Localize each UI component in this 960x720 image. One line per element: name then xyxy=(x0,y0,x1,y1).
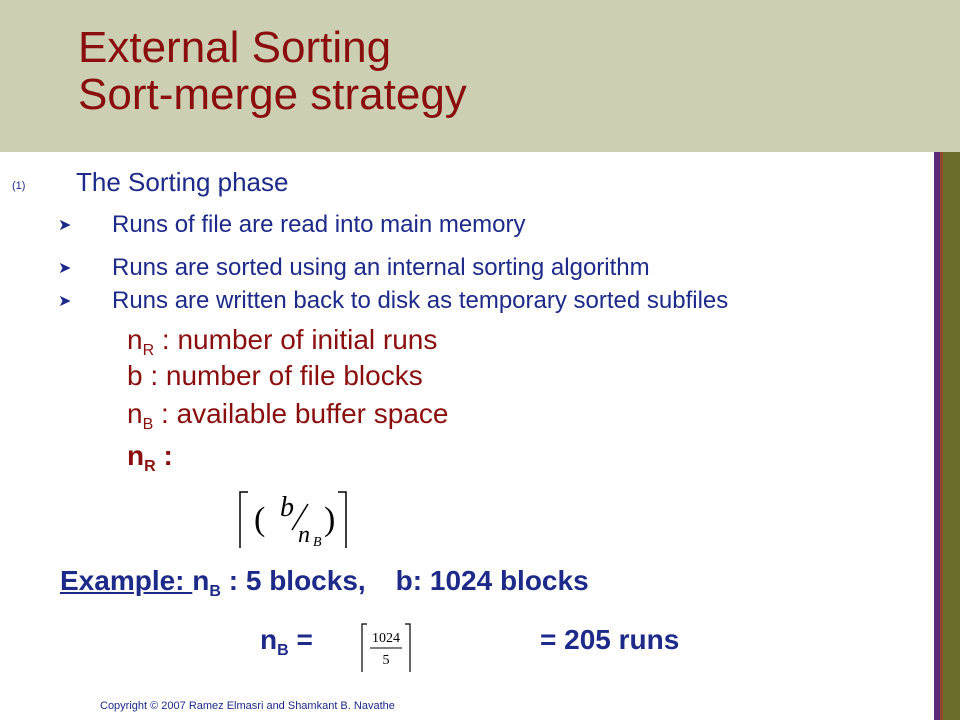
phase-number: (1) xyxy=(12,180,26,192)
ceiling-formula xyxy=(234,486,354,556)
def-symbol: n xyxy=(127,440,145,471)
calc-denominator: 5 xyxy=(382,653,390,668)
bullet-item xyxy=(58,287,728,315)
calc-ceiling-right xyxy=(405,624,410,672)
ceiling-right-bracket xyxy=(338,492,346,548)
bullet-item xyxy=(58,211,526,239)
side-bar-olive xyxy=(943,152,960,720)
example-nb-value: : 5 blocks, xyxy=(220,565,366,596)
def-subscript: B xyxy=(142,416,154,433)
def-subscript: R xyxy=(144,458,156,475)
def-text: : number of initial runs xyxy=(154,324,438,355)
slide-header xyxy=(0,0,960,152)
arrow-bullet-icon: ➤ xyxy=(58,260,72,277)
title-line-2: Sort-merge strategy xyxy=(78,70,467,119)
bullet-text: Runs of file are read into main memory xyxy=(112,211,526,238)
slide-title xyxy=(78,24,467,118)
example-symbol: n xyxy=(192,565,210,596)
definition-nr-formula xyxy=(127,440,173,476)
arrow-bullet-icon: ➤ xyxy=(58,293,72,310)
definition-nb xyxy=(127,398,448,434)
def-symbol: n xyxy=(127,324,143,355)
phase-title: The Sorting phase xyxy=(76,167,289,197)
definition-nr xyxy=(127,324,437,360)
open-paren: ( xyxy=(254,501,266,538)
def-text: : available buffer space xyxy=(153,398,449,429)
example-b-value: b: 1024 blocks xyxy=(395,565,589,596)
bullet-item xyxy=(58,254,650,282)
formula-numerator: b xyxy=(280,492,294,523)
definition-b xyxy=(127,360,423,392)
calc-equals: = xyxy=(288,624,313,655)
example-label: Example: xyxy=(60,565,193,596)
calculation-result: = 205 runs xyxy=(540,624,680,655)
calc-subscript: B xyxy=(277,642,289,659)
bullet-text: Runs are written back to disk as temporary sorted subfiles xyxy=(112,287,729,314)
calc-numerator: 1024 xyxy=(372,631,400,646)
calculation-lhs xyxy=(260,624,313,660)
formula-denominator: n xyxy=(298,522,310,548)
calc-ceiling-formula xyxy=(358,620,414,674)
def-symbol: n xyxy=(127,398,143,429)
def-subscript: R xyxy=(142,342,155,359)
example-line xyxy=(60,565,589,601)
title-line-1: External Sorting xyxy=(78,23,392,72)
calc-symbol: n xyxy=(260,624,278,655)
ceiling-left-bracket xyxy=(240,492,248,548)
close-paren: ) xyxy=(324,501,336,538)
bullet-text: Runs are sorted using an internal sorting algorithm xyxy=(112,254,650,281)
copyright-footer: Copyright © 2007 Ramez Elmasri and Shamkant B. Navathe xyxy=(100,700,395,712)
formula-denominator-sub: B xyxy=(313,535,322,550)
def-text: : xyxy=(155,440,173,471)
side-decoration-bars xyxy=(934,152,960,720)
calc-ceiling-left xyxy=(362,624,367,672)
arrow-bullet-icon: ➤ xyxy=(58,217,72,234)
example-subscript: B xyxy=(209,583,221,600)
def-text: b : number of file blocks xyxy=(127,360,423,391)
